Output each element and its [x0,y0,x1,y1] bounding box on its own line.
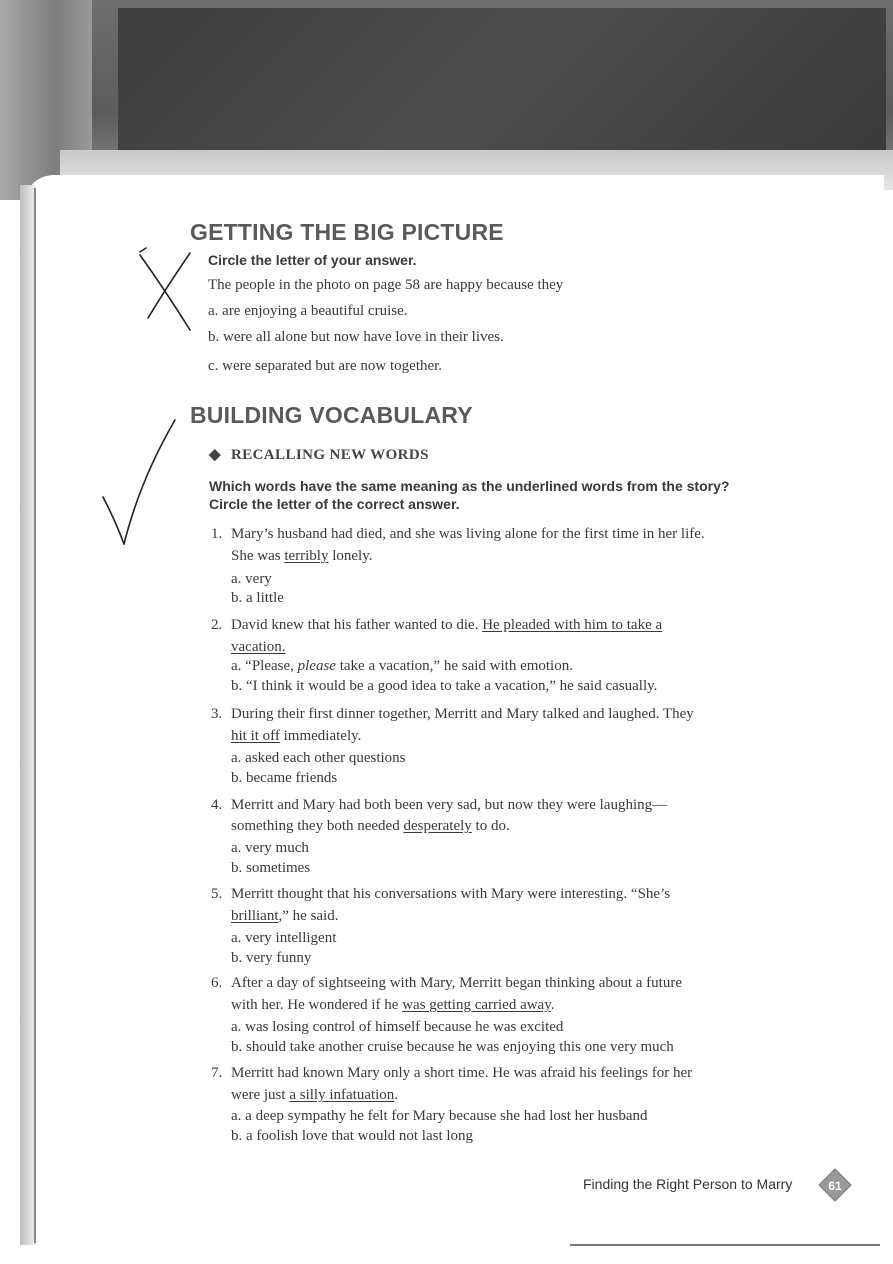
item-5-line-2: brilliant,” he said. [231,908,339,924]
item-7-line-2: were just a silly infatuation. [231,1087,399,1103]
page-number: 61 [828,1179,842,1193]
underlined-phrase: hit it off [231,728,280,744]
section-title-big-picture: GETTING THE BIG PICTURE [190,219,504,245]
underlined-word: brilliant [231,908,279,924]
item-1-line-2: She was terribly lonely. [231,548,373,564]
item-7-line-1: Merritt had known Mary only a short time. He was afraid his feelings for her [231,1065,693,1081]
item-1-option-a: a. very [231,571,272,587]
vocab-instruction-line1: Which words have the same meaning as the underlined words from the story? [209,478,730,494]
x-mark-icon [140,248,190,330]
item-6-line-1: After a day of sightseeing with Mary, Merritt began thinking about a future [231,975,682,991]
item-7-option-b: b. a foolish love that would not last long [231,1128,474,1144]
question-prompt: The people in the photo on page 58 are happy because they [208,277,564,293]
subheading-recalling [209,445,429,464]
item-number: 4. [211,797,223,813]
item-number: 1. [211,526,223,542]
item-number: 7. [211,1065,223,1081]
item-3-option-b: b. became friends [231,770,338,786]
answer-option-b: b. were all alone but now have love in their lives. [208,329,504,345]
item-4-option-b: b. sometimes [231,860,311,876]
item-number: 5. [211,886,223,902]
section-title-vocabulary: BUILDING VOCABULARY [190,402,473,428]
item-number: 3. [211,706,223,722]
item-6-line-2: with her. He wondered if he was getting carried away. [231,997,555,1013]
item-2-option-a: a. “Please, please take a vacation,” he said with emotion. [231,658,573,674]
item-number: 6. [211,975,223,991]
underlined-phrase: vacation. [231,639,286,655]
instruction-circle-letter: Circle the letter of your answer. [208,252,417,268]
item-5-line-1: Merritt thought that his conversations with Mary were interesting. “She’s [231,886,671,902]
item-6-option-b: b. should take another cruise because he was enjoying this one very much [231,1039,674,1055]
item-2-option-b: b. “I think it would be a good idea to take a vacation,” he said casually. [231,678,658,694]
item-3-line-2: hit it off immediately. [231,728,362,744]
underlined-phrase: He pleaded with him to take a [482,617,663,633]
checkmark-icon [103,420,175,544]
item-6-option-a: a. was losing control of himself because he was excited [231,1019,564,1035]
page-number-badge [818,1168,852,1202]
item-1-option-b: b. a little [231,590,284,606]
item-5-option-a: a. very intelligent [231,930,337,946]
item-4-option-a: a. very much [231,840,309,856]
answer-option-a: a. are enjoying a beautiful cruise. [208,303,408,319]
diamond-badge-icon [818,1168,852,1202]
footer-chapter-title: Finding the Right Person to Marry [583,1176,793,1192]
vocab-instruction-line2: Circle the letter of the correct answer. [209,496,460,512]
item-number: 2. [211,617,223,633]
underlined-phrase: was getting carried away [402,997,551,1013]
underlined-phrase: a silly infatuation [289,1087,395,1103]
underlined-word: terribly [284,548,329,564]
subheading-label: RECALLING NEW WORDS [230,447,429,463]
answer-option-c: c. were separated but are now together. [208,358,443,374]
item-4-line-2: something they both needed desperately to do. [231,818,510,834]
item-5-option-b: b. very funny [231,950,312,966]
item-3-option-a: a. asked each other questions [231,750,406,766]
item-2-line-1: David knew that his father wanted to die. He pleaded with him to take a [231,617,663,633]
item-3-line-1: During their first dinner together, Merritt and Mary talked and laughed. They [231,706,694,722]
diamond-bullet-icon: ◆ [209,447,221,463]
item-1-line-1: Mary’s husband had died, and she was living alone for the first time in her life. [231,526,705,542]
item-4-line-1: Merritt and Mary had both been very sad, but now they were laughing— [231,797,668,813]
item-2-line-2 [231,639,286,656]
item-7-option-a: a. a deep sympathy he felt for Mary because she had lost her husband [231,1108,648,1124]
underlined-word: desperately [403,818,472,834]
